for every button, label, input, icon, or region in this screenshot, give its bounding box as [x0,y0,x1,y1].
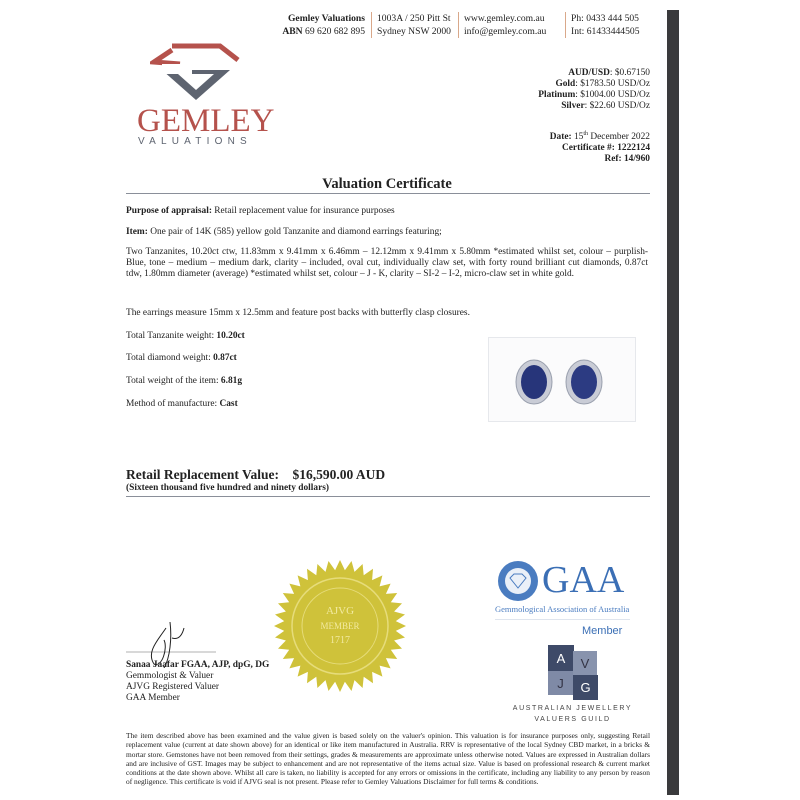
spec-row [126,331,245,342]
page-edge-strip [667,10,679,795]
date-label: Date: [549,132,572,143]
address-line1: 1003A / 250 Pitt St [377,13,451,24]
ajvg-gold-seal-icon [272,558,408,694]
rate-label: Silver [561,101,585,111]
rate-row [538,68,650,79]
divider [371,12,372,38]
rate-row [538,79,650,90]
earrings-photo [488,337,636,422]
cert-label: Certificate #: [562,143,615,154]
rate-label: Gold [555,79,576,89]
company-block [282,13,365,38]
purpose-label: Purpose of appraisal: [126,206,212,216]
valuer-title: GAA Member [126,693,180,703]
date-sup: th [583,131,589,137]
valuer-title: Gemmologist & Valuer [126,671,214,681]
seal-text: 1717 [330,635,350,646]
rate-value: : $0.67150 [609,68,650,78]
exchange-rates [538,68,650,112]
ajvg-tile: A [548,645,574,671]
value-amount: $16,590.00 AUD [292,467,386,482]
rate-label: AUD/USD [568,68,610,78]
rate-label: Platinum [538,90,576,100]
phone: Ph: 0433 444 505 [571,13,639,24]
spec-label: Method of manufacture: [126,399,220,409]
ajvg-line: VALUERS GUILD [534,716,611,723]
value-label: Retail Replacement Value: [126,467,279,482]
seal-text: MEMBER [320,621,360,631]
rate-row [538,90,650,101]
rate-value: : $1783.50 USD/Oz [575,79,650,89]
retail-value [126,467,385,483]
spec-row [126,353,237,364]
gaa-logo-text: GAA [542,559,625,601]
spec-row [126,376,242,387]
address-block [377,13,451,38]
item [126,227,442,238]
spec-label: Total weight of the item: [126,376,221,386]
value-in-words: (Sixteen thousand five hundred and ninety dollars) [126,483,329,493]
logo-wordmark: GEMLEY [137,103,275,139]
logo-subtitle: VALUATIONS [138,136,252,147]
date-day: 15 [573,132,584,143]
spec-value: 10.20ct [216,331,245,341]
disclaimer: The item described above has been examined and the value given is based solely on the valuer's opinion. This valuation is for insurance purposes only, suggesting Retail replacement value (current at date shown above) for an identical or like item manufactured in Australia. RRV is representative of the local Sydney CBD market, in a bricks & mortar store. Gemstones have not been removed from their settings, grades & measurements are approximate unless otherwise noted. Values are expressed in Australian dollars and are inclusive of GST. Images may be subject to enhancement and are not representative of the items actual size. Value is based on professional research & current market conditions at the date shown above. Whilst all care is taken, no liability is accepted for any errors or omissions in the certificate, including any liability to any person by reason of negligence. This certificate is void if AJVG seal is not present. Please refer to Gemley Valuations Disclaimer for full terms & conditions. [126,731,650,787]
item-text: One pair of 14K (585) yellow gold Tanzanite and diamond earrings featuring; [147,227,442,237]
valuer-name: Sanaa Jaafar FGAA, AJP, dpG, DG [126,660,270,670]
rate-value: : $22.60 USD/Oz [584,101,650,111]
website-link[interactable]: www.gemley.com.au [464,13,545,24]
gaa-emblem-icon [497,560,539,602]
spec-label: Total diamond weight: [126,353,214,363]
ajvg-name [500,703,645,725]
valuer-title: AJVG Registered Valuer [126,682,220,692]
spec-value: Cast [219,399,238,409]
rate-row [538,101,650,112]
gemley-diamond-logo-icon [150,34,242,100]
purpose [126,206,395,217]
reference: Ref: 14/960 [604,154,650,165]
purpose-text: Retail replacement value for insurance purposes [211,206,395,216]
certificate-meta [550,129,650,165]
ajvg-tile: J [548,671,573,695]
page-title: Valuation Certificate [322,176,452,192]
address-line2: Sydney NSW 2000 [377,25,451,37]
date-rest: December 2022 [590,132,650,143]
rate-value: : $1004.00 USD/Oz [575,90,650,100]
spec-value: 0.87ct [213,353,237,363]
seal-text: AJVG [325,605,355,617]
contact-block [464,13,546,38]
gaa-fullname: Gemmological Association of Australia [495,604,630,614]
item-label: Item: [126,227,148,237]
intl-phone: Int: 61433444505 [571,25,640,37]
phone-block [571,13,640,38]
title-divider [126,193,650,194]
company-name: Gemley Valuations [287,13,365,24]
valuer-block [126,660,269,704]
spec-label: Total Tanzanite weight: [126,331,217,341]
member-label: Member [582,625,623,637]
email-link[interactable]: info@gemley.com.au [464,25,547,37]
cert-number: 1222124 [617,143,650,154]
divider [565,12,566,38]
ajvg-line: AUSTRALIAN JEWELLERY [512,705,633,712]
divider [458,12,459,38]
ajvg-tile: G [573,675,598,700]
gaa-divider [495,619,630,620]
measurements: The earrings measure 15mm x 12.5mm and feature post backs with butterfly clasp closures. [126,308,470,318]
spec-value: 6.81g [220,376,242,386]
abn: 69 620 682 895 [305,25,365,37]
abn-label: ABN [282,25,303,37]
value-divider [126,496,650,497]
spec-row [126,399,238,410]
item-description: Two Tanzanites, 10.20ct ctw, 11.83mm x 9.41mm x 6.46mm – 12.12mm x 9.41mm x 5.80mm *estimated whilst set, colour – purplish-Blue, tone – medium – medium dark, clarity – included, oval cut, individually claw set, with forty round brilliant cut diamonds, 0.87ct tdw, 1.80mm diameter (average) *estimated whilst set, colour – J - K, clarity – SI-2 – I-2, micro-claw set in white gold. [126,247,648,279]
ajvg-tile: V [573,651,597,675]
